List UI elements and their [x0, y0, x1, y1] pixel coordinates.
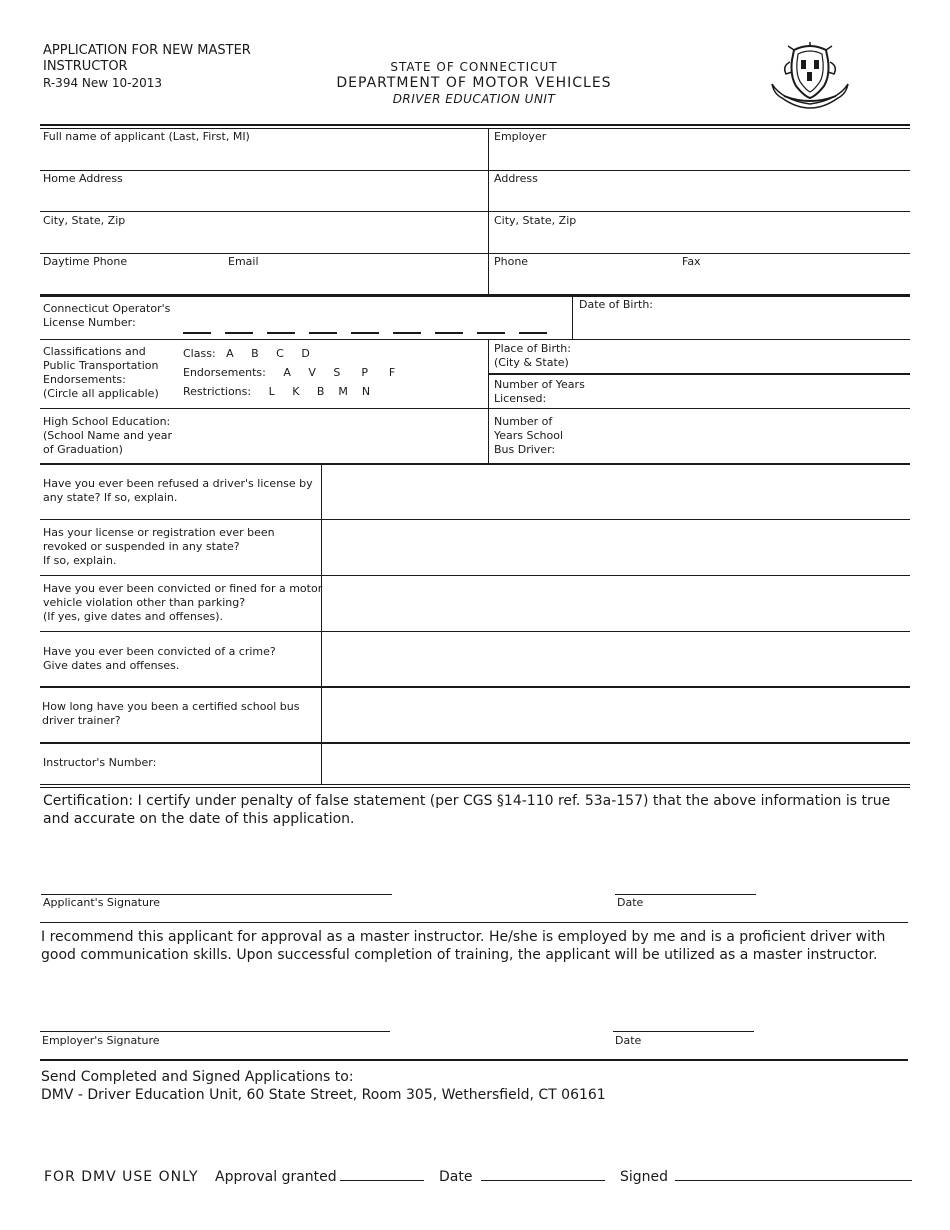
- applicant-date-label: Date: [617, 896, 644, 909]
- phone-field[interactable]: [494, 270, 674, 292]
- city-state-zip-field[interactable]: [43, 230, 483, 252]
- approval-granted-field[interactable]: [340, 1160, 424, 1180]
- employer-signature-field[interactable]: [42, 1003, 388, 1029]
- answer-convicted-violation[interactable]: [326, 579, 906, 627]
- email-label: Email: [228, 255, 259, 268]
- place-of-birth-label: Place of Birth: (City & State): [494, 342, 571, 369]
- dmv-date-label: Date: [439, 1169, 473, 1185]
- employer-city-state-zip-field[interactable]: [494, 230, 906, 252]
- dmv-date-field[interactable]: [481, 1160, 605, 1180]
- answer-convicted-crime[interactable]: [326, 635, 906, 683]
- instructor-number-label: Instructor's Number:: [43, 756, 157, 769]
- classifications-label: Classifications and Public Transportation Endorsements: (Circle all applicable): [43, 345, 159, 400]
- employer-signature-label: Employer's Signature: [42, 1034, 160, 1047]
- full-name-label: Full name of applicant (Last, First, MI): [43, 130, 250, 143]
- phone-label: Phone: [494, 255, 529, 268]
- signed-field[interactable]: [675, 1160, 910, 1180]
- years-bus-driver-field[interactable]: [580, 415, 906, 459]
- home-address-label: Home Address: [43, 172, 123, 185]
- recommendation-text: I recommend this applicant for approval as a master instructor. He/she is employed by me and is a proficient driver with good communication skills. Upon successful completion of training, the applicant will be utilized as a master instructor.: [41, 929, 886, 963]
- certification-text: Certification: I certify under penalty of false statement (per CGS §14-110 ref. 53a-157) that the above information is true and accurate on the date of this application.: [43, 793, 891, 827]
- question-bus-trainer: How long have you been a certified school bus driver trainer?: [42, 700, 300, 727]
- home-address-field[interactable]: [43, 188, 483, 210]
- place-of-birth-field[interactable]: [580, 342, 906, 370]
- employer-city-state-zip-label: City, State, Zip: [494, 214, 577, 227]
- class-options[interactable]: Class: A B C D: [183, 347, 310, 360]
- dmv-use-only-label: FOR DMV USE ONLY: [44, 1169, 199, 1185]
- employer-date-label: Date: [615, 1034, 642, 1047]
- applicant-signature-field[interactable]: [43, 866, 390, 892]
- fax-label: Fax: [682, 255, 701, 268]
- answer-revoked-suspended[interactable]: [326, 523, 906, 571]
- high-school-field[interactable]: [183, 415, 483, 459]
- question-revoked-suspended: Has your license or registration ever been revoked or suspended in any state? If so, explain.: [43, 526, 275, 567]
- unit-label: DRIVER EDUCATION UNIT: [392, 92, 556, 106]
- question-refused-license: Have you ever been refused a driver's license by any state? If so, explain.: [43, 477, 313, 504]
- license-number-field[interactable]: [182, 306, 548, 334]
- answer-refused-license[interactable]: [326, 468, 906, 516]
- state-seal-icon: [768, 42, 852, 110]
- form-number: R-394 New 10-2013: [43, 76, 163, 90]
- applicant-signature-label: Applicant's Signature: [43, 896, 160, 909]
- years-bus-driver-label: Number of Years School Bus Driver:: [494, 415, 564, 456]
- applicant-date-field[interactable]: [617, 866, 754, 892]
- instructor-number-field[interactable]: [326, 747, 906, 781]
- daytime-phone-field[interactable]: [43, 270, 223, 292]
- question-convicted-violation: Have you ever been convicted or fined for a motor vehicle violation other than parking? (If yes, give dates and offenses).: [43, 582, 323, 623]
- fax-field[interactable]: [682, 270, 906, 292]
- address-label: Address: [494, 172, 538, 185]
- city-state-zip-label: City, State, Zip: [43, 214, 126, 227]
- answer-bus-trainer[interactable]: [326, 691, 906, 739]
- employer-address-field[interactable]: [494, 188, 906, 210]
- state-label: STATE OF CONNECTICUT: [390, 60, 558, 74]
- approval-granted-label: Approval granted: [215, 1169, 337, 1185]
- high-school-label: High School Education: (School Name and year of Graduation): [43, 415, 172, 456]
- years-licensed-label: Number of Years Licensed:: [494, 378, 585, 405]
- full-name-field[interactable]: [43, 146, 483, 168]
- date-of-birth-field[interactable]: [579, 314, 906, 336]
- mailing-address: DMV - Driver Education Unit, 60 State Street, Room 305, Wethersfield, CT 06161: [41, 1087, 606, 1103]
- date-of-birth-label: Date of Birth:: [579, 298, 654, 311]
- question-convicted-crime: Have you ever been convicted of a crime? Give dates and offenses.: [43, 645, 276, 672]
- years-licensed-field[interactable]: [600, 378, 906, 406]
- employer-date-field[interactable]: [615, 1003, 752, 1029]
- daytime-phone-label: Daytime Phone: [43, 255, 128, 268]
- email-field[interactable]: [228, 270, 483, 292]
- employer-field[interactable]: [494, 146, 906, 168]
- signed-label: Signed: [620, 1169, 669, 1185]
- department-label: DEPARTMENT OF MOTOR VEHICLES: [336, 75, 612, 91]
- endorsement-options[interactable]: Endorsements: A V S P F: [183, 366, 396, 379]
- employer-label: Employer: [494, 130, 547, 143]
- restriction-options[interactable]: Restrictions: L K B M N: [183, 385, 371, 398]
- mailing-instructions: Send Completed and Signed Applications to:: [41, 1069, 354, 1085]
- license-number-label: Connecticut Operator's License Number:: [43, 302, 171, 329]
- form-title: APPLICATION FOR NEW MASTER INSTRUCTOR: [43, 43, 251, 74]
